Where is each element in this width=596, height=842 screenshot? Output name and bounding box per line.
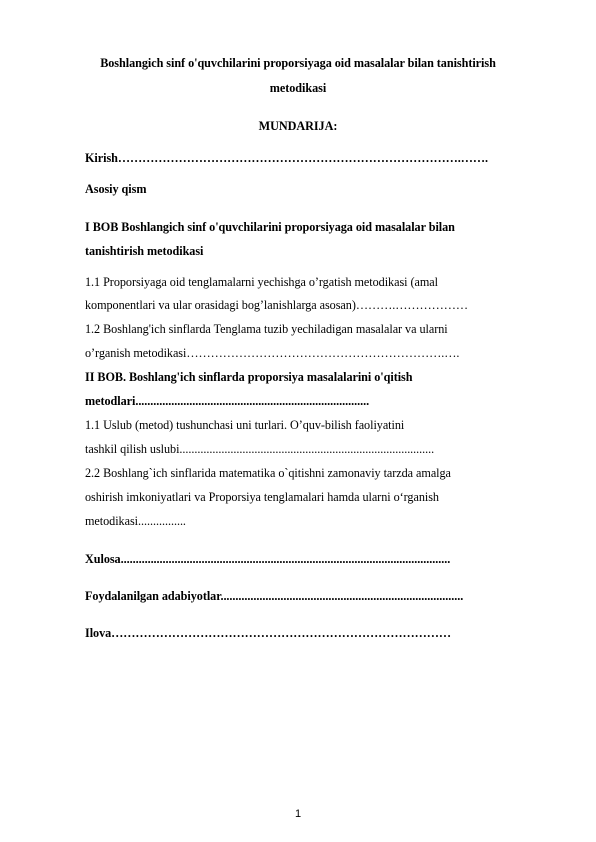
toc-section-1-2-line-2: o’rganish metodikasi……………………………………………………….….: [85, 346, 460, 360]
contents-heading: MUNDARIJA:: [258, 119, 338, 133]
toc-entry-asosiy-qism: Asosiy qism: [85, 182, 147, 196]
toc-section-2-1-line-2: tashkil qilish uslubi.....................................................................................: [85, 442, 435, 456]
document-title-line-2: metodikasi: [269, 81, 327, 95]
toc-chapter-2-line-1: II BOB. Boshlang'ich sinflarda proporsiya masalalarini o'qitish: [85, 370, 413, 384]
toc-section-1-1-line-2: komponentlari va ular orasidagi bog’lanishlarga asosan)……….………………: [85, 298, 469, 312]
toc-entry-kirish: Kirish………………………………………………………………………….…….: [85, 151, 489, 165]
toc-section-2-2-line-2: oshirish imkoniyatlari va Proporsiya tenglamalari hamda ularni o‘rganish: [85, 490, 439, 504]
toc-section-1-1-line-1: 1.1 Proporsiyaga oid tenglamalarni yechishga o’rgatish metodikasi (amal: [85, 275, 438, 289]
document-title-line-1: Boshlangich sinf o'quvchilarini proporsiyaga oid masalalar bilan tanishtirish: [100, 56, 496, 70]
toc-section-2-2-line-1: 2.2 Boshlang`ich sinflarida matematika o`qitishni zamonaviy tarzda amalga: [85, 466, 451, 480]
toc-section-1-2-line-1: 1.2 Boshlang'ich sinflarda Tenglama tuzib yechiladigan masalalar va ularni: [85, 322, 448, 336]
toc-section-2-2-line-3: metodikasi................: [85, 514, 186, 528]
toc-entry-xulosa: Xulosa..............................................................................................................: [85, 552, 451, 566]
toc-section-2-1-line-1: 1.1 Uslub (metod) tushunchasi uni turlari. O’quv-bilish faoliyatini: [85, 418, 405, 432]
toc-entry-adabiyotlar: Foydalanilgan adabiyotlar.................................................................................: [85, 589, 464, 603]
toc-chapter-1-line-1: I BOB Boshlangich sinf o'quvchilarini proporsiyaga oid masalalar bilan: [85, 220, 455, 234]
toc-chapter-2-line-2: metodlari..............................................................................: [85, 394, 370, 408]
toc-chapter-1-line-2: tanishtirish metodikasi: [85, 244, 204, 258]
page-number: 1: [294, 808, 302, 820]
toc-entry-ilova: Ilova…………………………………………………………………………: [85, 626, 452, 640]
